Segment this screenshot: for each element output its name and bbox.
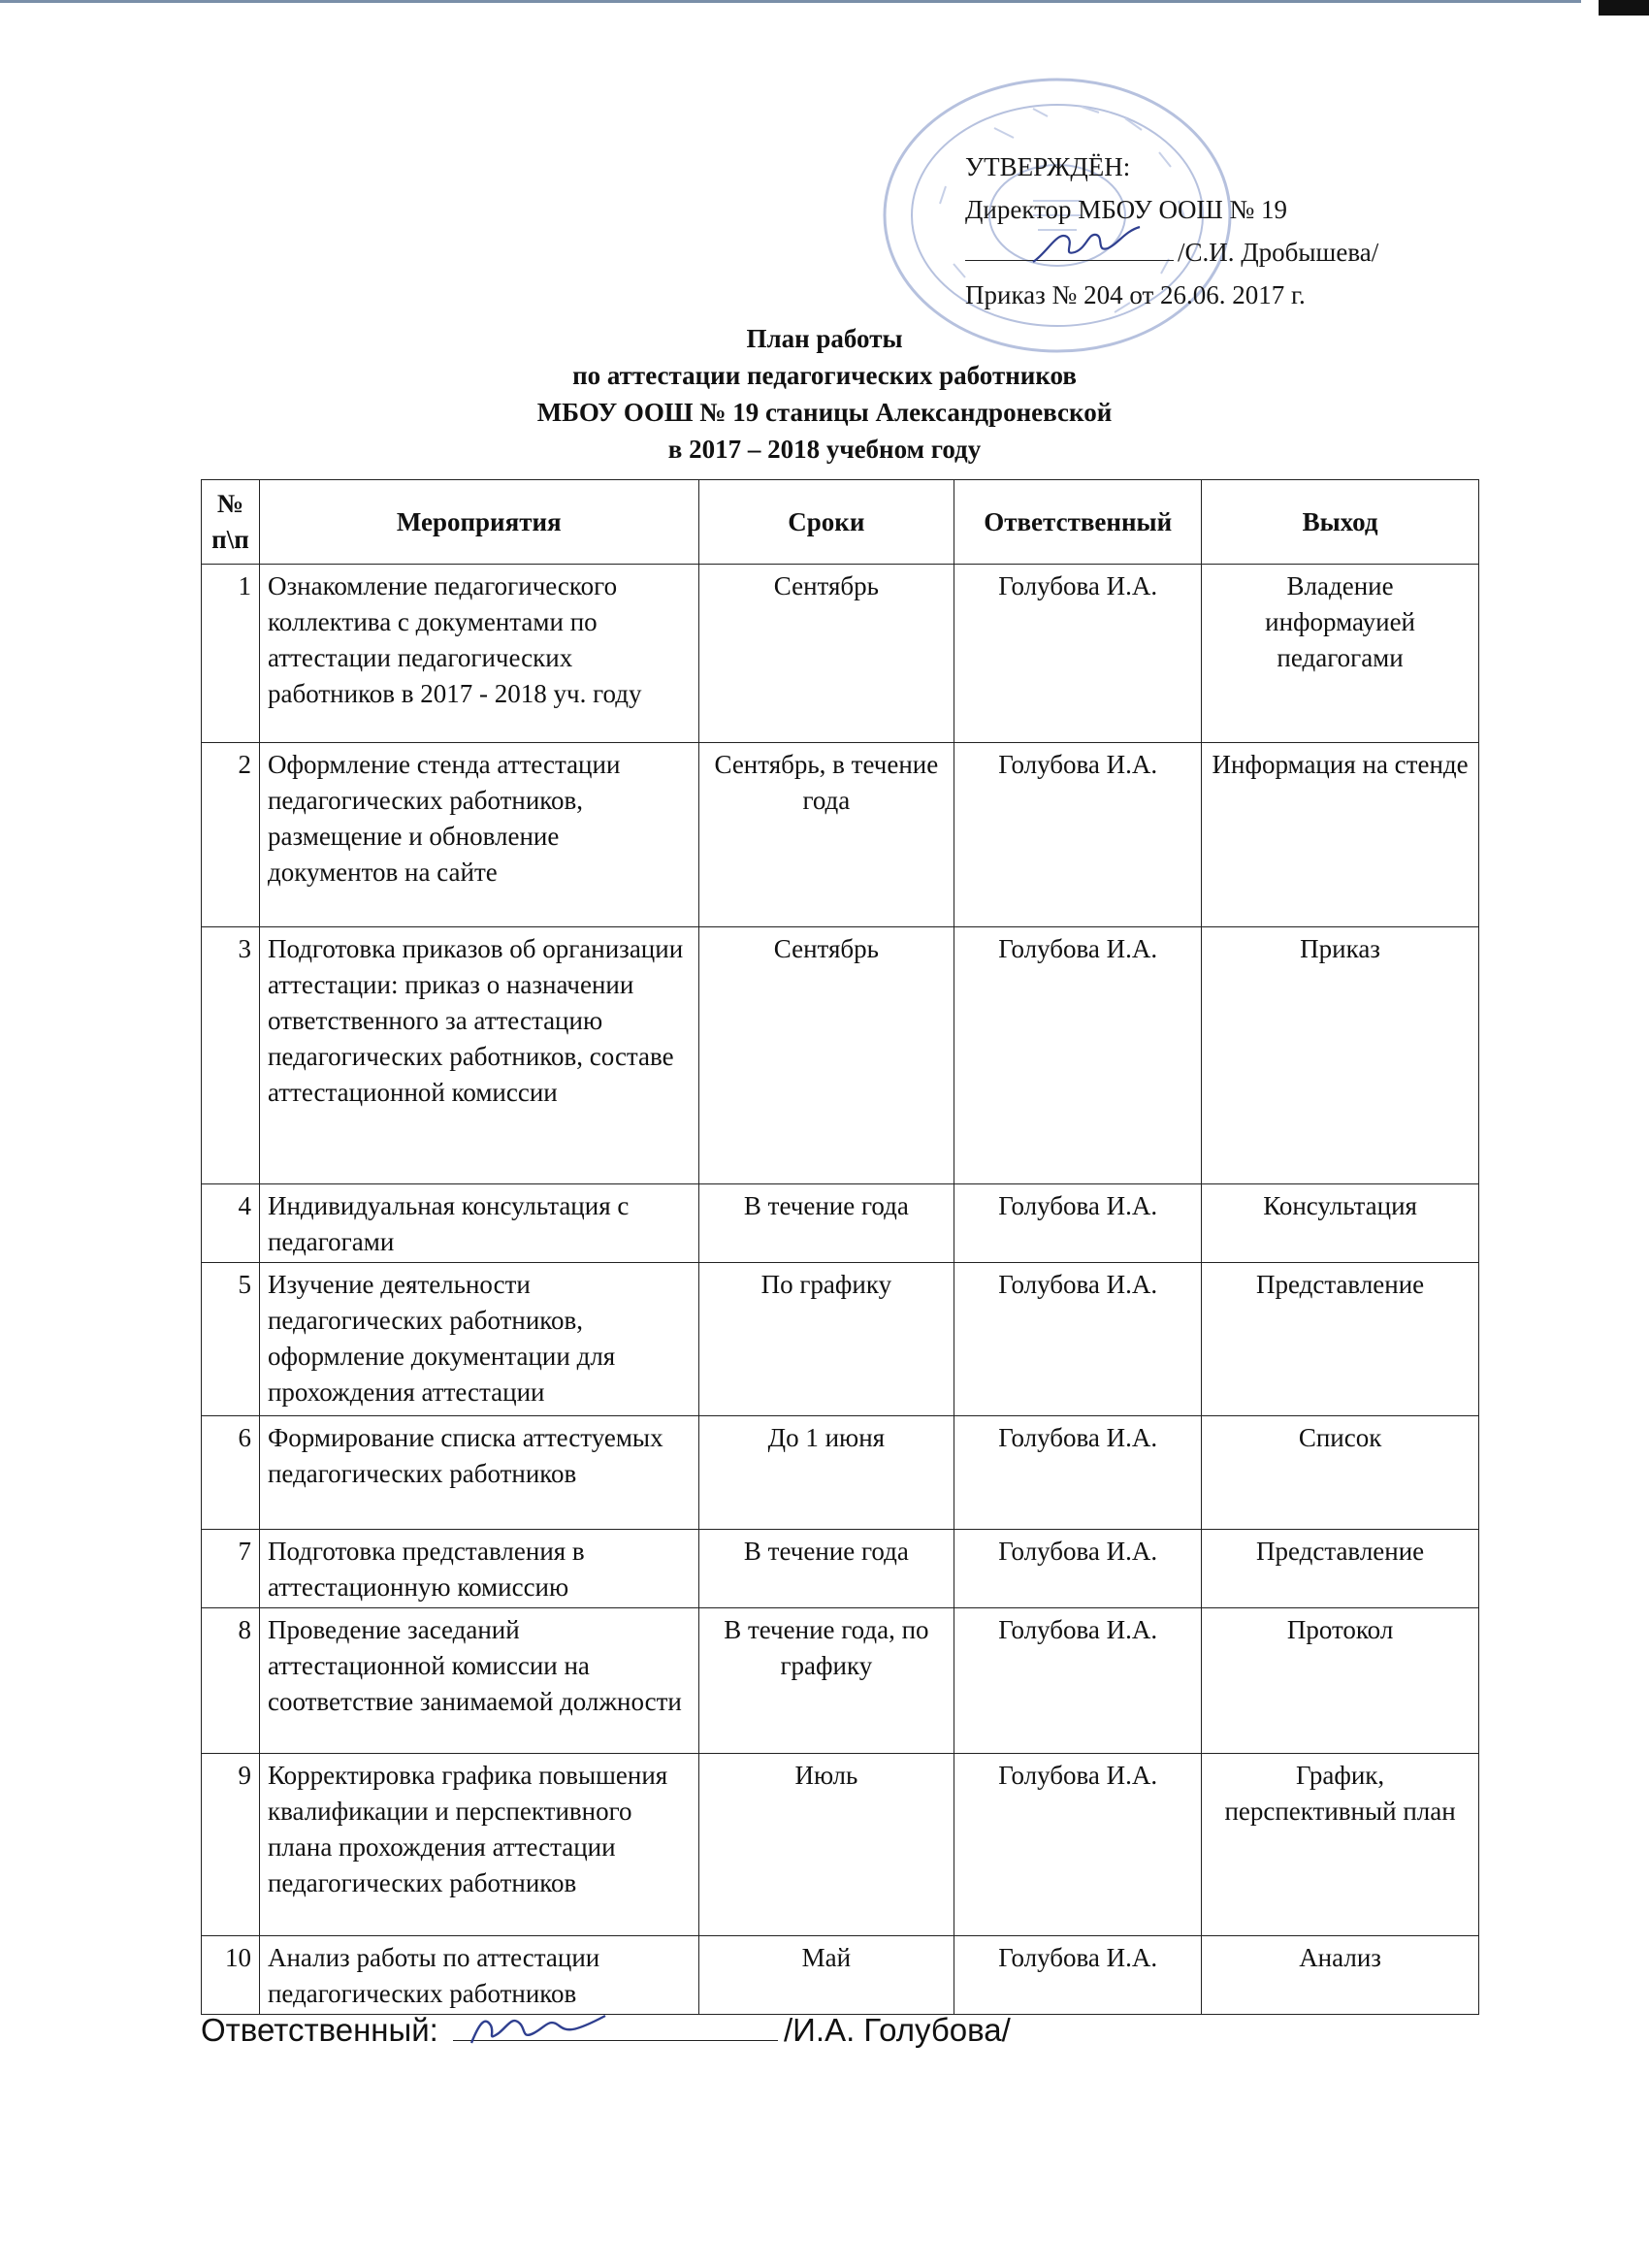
title-line-3: МБОУ ООШ № 19 станицы Александроневской <box>536 398 1113 427</box>
row-responsible: Голубова И.А. <box>954 1754 1202 1936</box>
row-num: 3 <box>202 927 260 1184</box>
row-activity: Изучение деятельности педагогических работников, оформление документации для прохождения аттестации <box>259 1263 698 1416</box>
row-activity: Индивидуальная консультация с педагогами <box>259 1184 698 1263</box>
table-row <box>202 1754 1479 1936</box>
row-output: График, перспективный план <box>1202 1754 1479 1936</box>
row-output: Консультация <box>1202 1184 1479 1263</box>
row-responsible: Голубова И.А. <box>954 1416 1202 1530</box>
row-activity: Анализ работы по аттестации педагогических работников <box>259 1936 698 2015</box>
row-deadline: Июль <box>698 1754 954 1936</box>
header-deadline: Сроки <box>698 480 954 565</box>
table-body <box>202 565 1479 2015</box>
row-num: 4 <box>202 1184 260 1263</box>
row-activity: Подготовка приказов об организации аттестации: приказ о назначении ответственного за аттестацию педагогических работников, составе аттестационной комиссии <box>259 927 698 1184</box>
approval-order: Приказ № 204 от 26.06. 2017 г. <box>965 280 1306 309</box>
header-responsible: Ответственный <box>954 480 1202 565</box>
row-responsible: Голубова И.А. <box>954 743 1202 927</box>
row-deadline: В течение года <box>698 1530 954 1608</box>
table-row <box>202 1608 1479 1754</box>
title-line-1: План работы <box>746 324 903 353</box>
row-responsible: Голубова И.А. <box>954 1608 1202 1754</box>
row-num: 10 <box>202 1936 260 2015</box>
table-row <box>202 1530 1479 1608</box>
scan-top-line <box>0 0 1581 3</box>
scan-corner-mark <box>1599 0 1649 16</box>
row-activity: Корректировка графика повышения квалификации и перспективного плана прохождения аттестации педагогических работников <box>259 1754 698 1936</box>
row-output: Протокол <box>1202 1608 1479 1754</box>
row-num: 9 <box>202 1754 260 1936</box>
table-row <box>202 565 1479 743</box>
row-num: 1 <box>202 565 260 743</box>
row-num: 5 <box>202 1263 260 1416</box>
row-num: 8 <box>202 1608 260 1754</box>
approval-signature-row <box>965 231 1378 274</box>
row-activity: Подготовка представления в аттестационную комиссию <box>259 1530 698 1608</box>
responsible-signature <box>466 2004 611 2053</box>
row-responsible: Голубова И.А. <box>954 1936 1202 2015</box>
table-row <box>202 1936 1479 2015</box>
footer-label: Ответственный: <box>201 2012 438 2048</box>
row-deadline: По графику <box>698 1263 954 1416</box>
row-activity: Оформление стенда аттестации педагогических работников, размещение и обновление документов на сайте <box>259 743 698 927</box>
title-line-2: по аттестации педагогических работников <box>572 361 1077 390</box>
table-row <box>202 927 1479 1184</box>
row-responsible: Голубова И.А. <box>954 565 1202 743</box>
approval-signer: /С.И. Дробышева/ <box>1178 238 1379 267</box>
footer-signer: /И.А. Голубова/ <box>784 2012 1011 2048</box>
row-activity: Формирование списка аттестуемых педагогических работников <box>259 1416 698 1530</box>
row-responsible: Голубова И.А. <box>954 1530 1202 1608</box>
row-num: 7 <box>202 1530 260 1608</box>
row-output: Список <box>1202 1416 1479 1530</box>
row-responsible: Голубова И.А. <box>954 1184 1202 1263</box>
row-deadline: В течение года <box>698 1184 954 1263</box>
table-row <box>202 1184 1479 1263</box>
row-activity: Ознакомление педагогического коллектива с документами по аттестации педагогических работников в 2017 - 2018 уч. году <box>259 565 698 743</box>
director-signature <box>1028 223 1145 268</box>
document-title <box>0 320 1649 468</box>
header-output: Выход <box>1202 480 1479 565</box>
title-line-4: в 2017 – 2018 учебном году <box>667 435 982 464</box>
row-output: Представление <box>1202 1530 1479 1608</box>
row-deadline: Сентябрь <box>698 927 954 1184</box>
approval-block <box>965 146 1378 316</box>
table-row <box>202 1416 1479 1530</box>
table-header-row <box>202 480 1479 565</box>
row-output: Представление <box>1202 1263 1479 1416</box>
row-deadline: Сентябрь, в течение года <box>698 743 954 927</box>
row-deadline: Май <box>698 1936 954 2015</box>
plan-table <box>201 479 1479 2015</box>
row-responsible: Голубова И.А. <box>954 1263 1202 1416</box>
table-row <box>202 1263 1479 1416</box>
row-num: 6 <box>202 1416 260 1530</box>
approval-position: Директор МБОУ ООШ № 19 <box>965 195 1287 224</box>
row-output: Приказ <box>1202 927 1479 1184</box>
row-responsible: Голубова И.А. <box>954 927 1202 1184</box>
row-output: Информация на стенде <box>1202 743 1479 927</box>
row-num: 2 <box>202 743 260 927</box>
table-row <box>202 743 1479 927</box>
approval-heading: УТВЕРЖДЁН: <box>965 152 1131 181</box>
row-deadline: В течение года, по графику <box>698 1608 954 1754</box>
row-deadline: Сентябрь <box>698 565 954 743</box>
row-activity: Проведение заседаний аттестационной комиссии на соответствие занимаемой должности <box>259 1608 698 1754</box>
header-num: № п\п <box>202 480 260 565</box>
header-activity: Мероприятия <box>259 480 698 565</box>
row-output: Анализ <box>1202 1936 1479 2015</box>
row-deadline: До 1 июня <box>698 1416 954 1530</box>
row-output: Владение информауией педагогами <box>1202 565 1479 743</box>
